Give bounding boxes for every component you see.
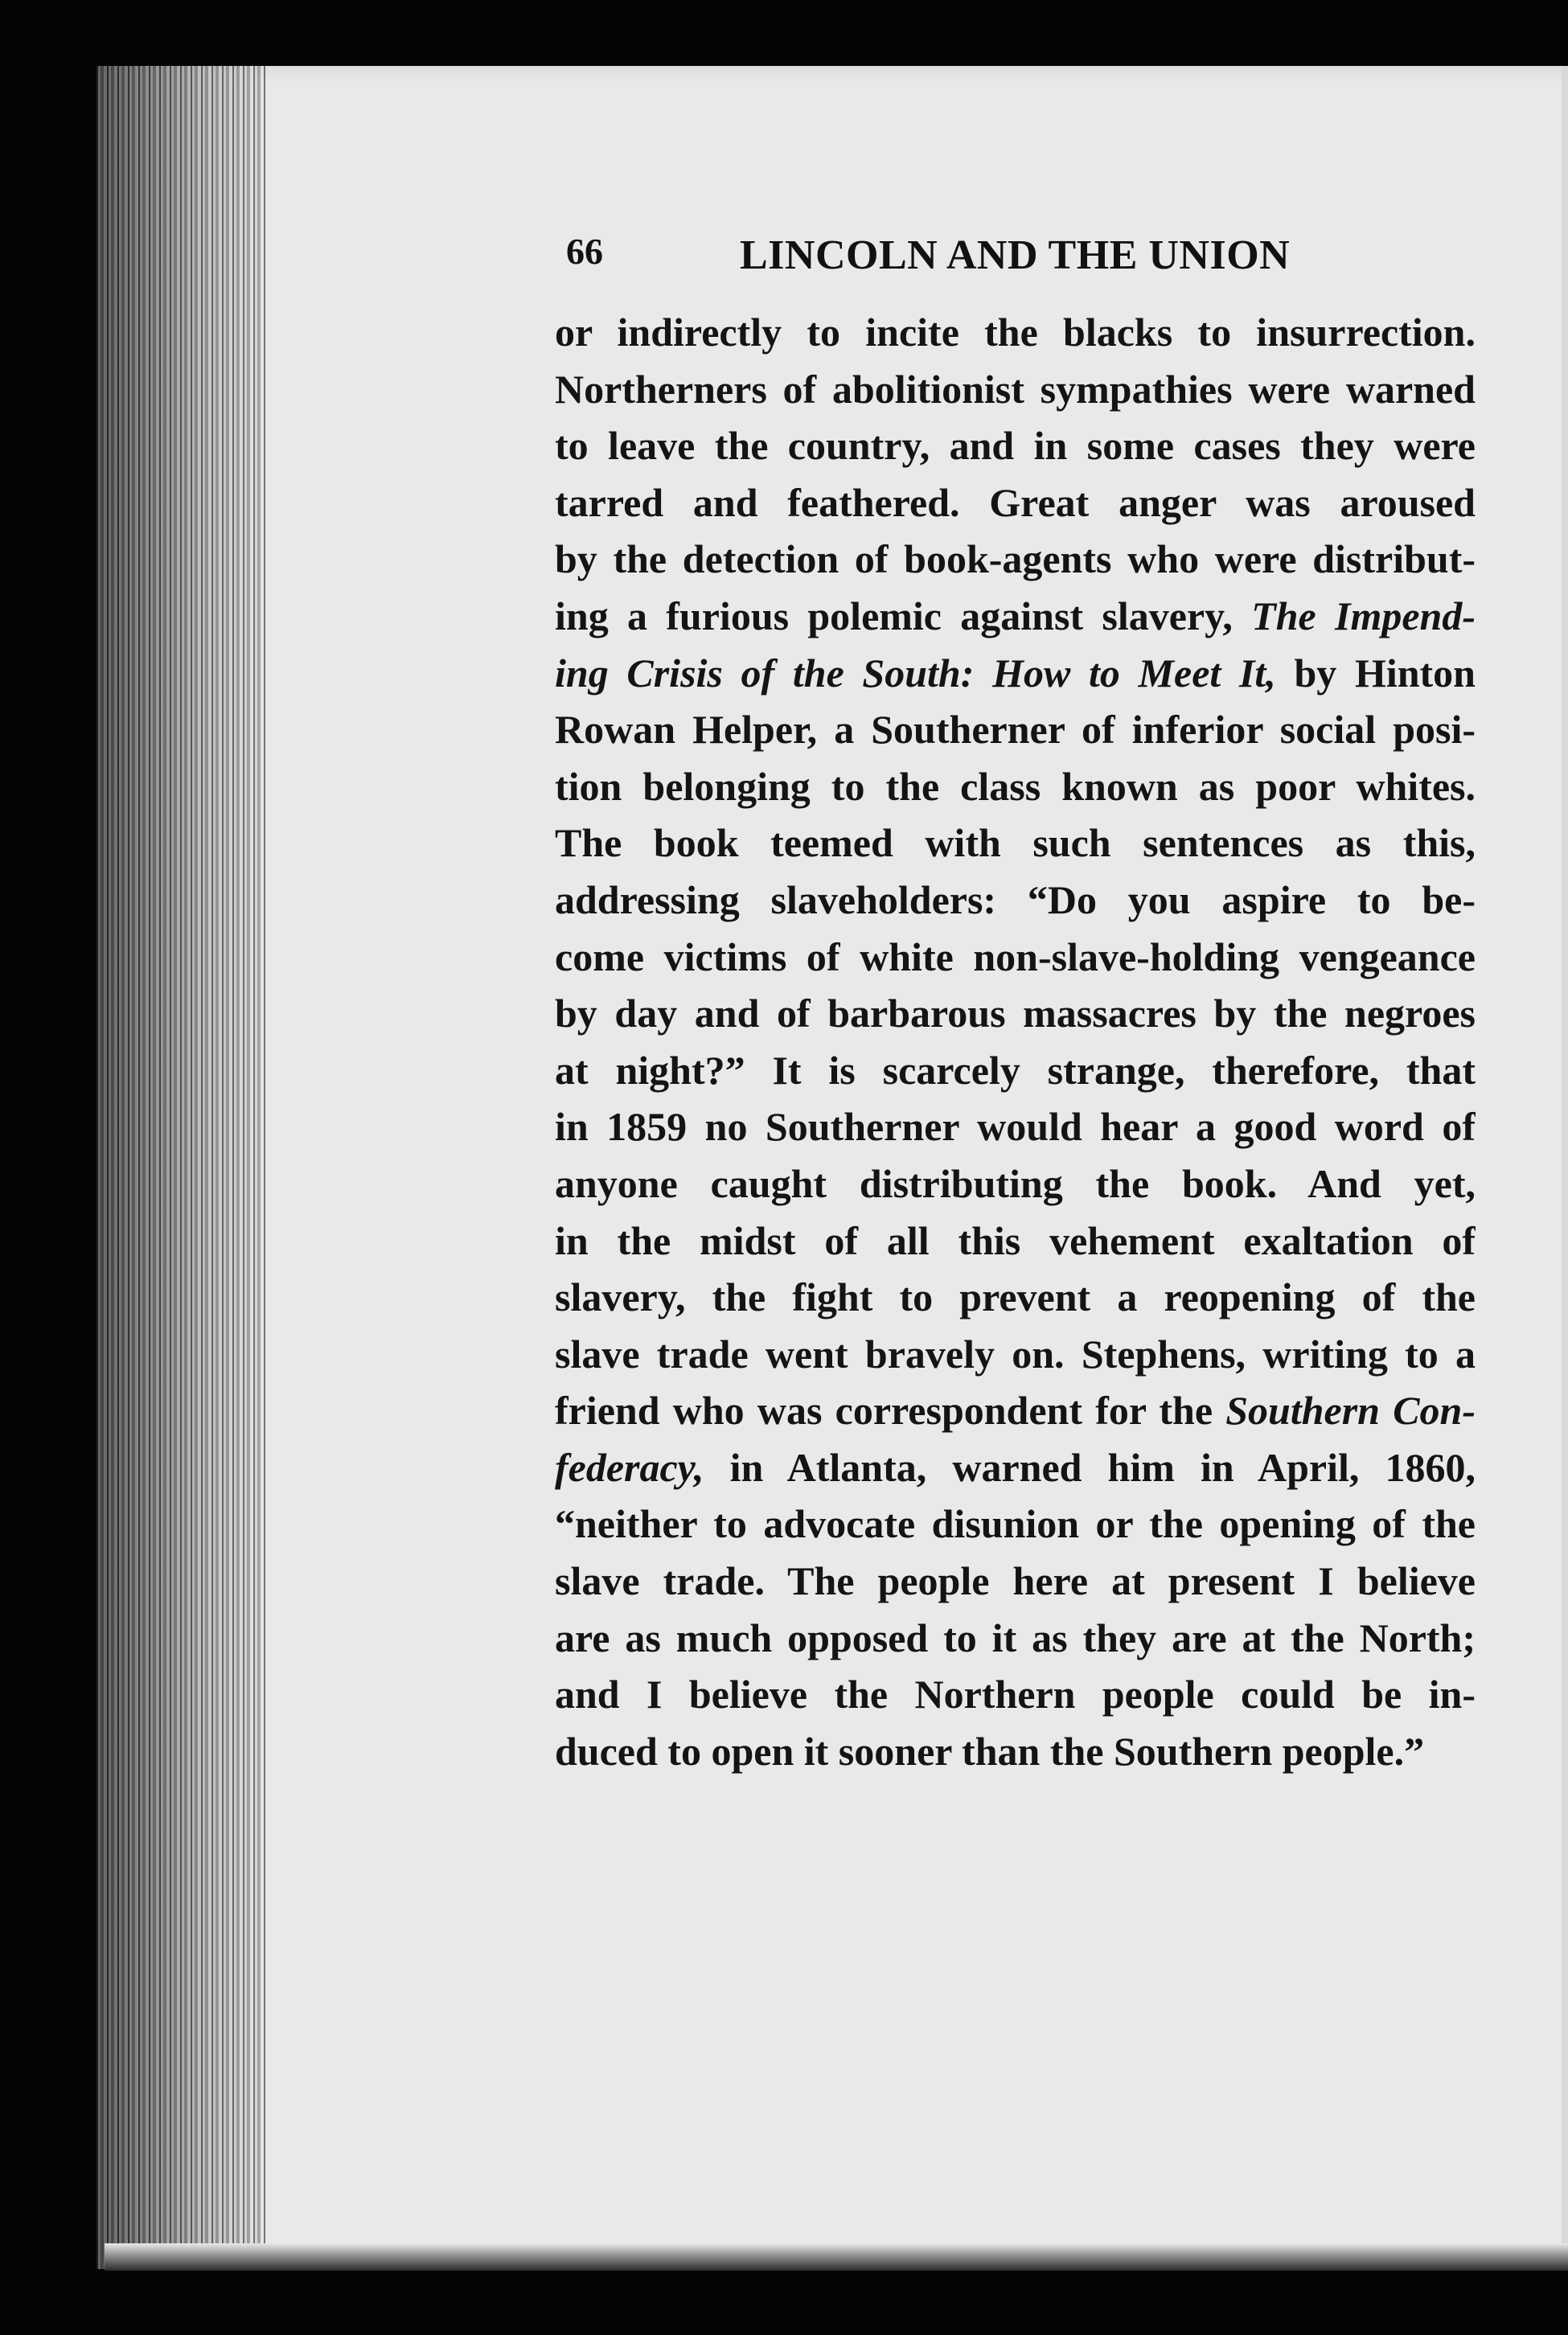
text-segment: anyone caught distributing the book. And yet,	[555, 1160, 1476, 1206]
text-segment: and I believe the Northern people could be in-	[555, 1672, 1476, 1717]
text-segment: slave trade. The people here at present I believe	[555, 1558, 1476, 1604]
text-line	[555, 701, 1476, 758]
text-line	[555, 1666, 1476, 1723]
page-edge-bottom	[105, 2243, 1568, 2271]
text-segment: friend who was correspondent for the	[555, 1388, 1226, 1434]
binding-gutter	[96, 66, 265, 2269]
text-segment: in the midst of all this vehement exaltation of	[555, 1217, 1476, 1263]
text-segment: ing a furious polemic against slavery,	[555, 593, 1252, 638]
text-line	[555, 815, 1476, 872]
text-line	[555, 645, 1476, 702]
italic-text: ing Crisis of the South: How to Meet It,	[555, 650, 1276, 696]
text-segment: addressing slaveholders: “Do you aspire to be-	[555, 876, 1476, 922]
text-segment: or indirectly to incite the blacks to insurrection.	[555, 310, 1476, 355]
text-line	[555, 758, 1476, 815]
text-line	[555, 929, 1476, 986]
italic-text: federacy,	[555, 1444, 704, 1490]
running-head-title: LINCOLN AND THE UNION	[740, 232, 1291, 278]
text-segment: Rowan Helper, a Southerner of inferior social posi-	[555, 707, 1476, 753]
text-line	[555, 1610, 1476, 1667]
text-segment: slavery, the fight to prevent a reopening of the	[555, 1274, 1476, 1320]
text-line	[555, 1496, 1476, 1553]
text-line	[555, 1382, 1476, 1439]
text-line	[555, 531, 1476, 588]
text-line	[555, 1098, 1476, 1155]
text-line	[555, 872, 1476, 929]
text-line	[555, 417, 1476, 474]
text-segment: The book teemed with such sentences as this,	[555, 820, 1476, 866]
text-line	[555, 1042, 1476, 1099]
text-segment: Northerners of abolitionist sympathies were warned	[555, 366, 1476, 412]
text-segment: come victims of white non-slave-holding vengeance	[555, 934, 1476, 979]
text-line	[555, 985, 1476, 1042]
body-text	[555, 304, 1476, 1779]
italic-text: Southern Con-	[1225, 1388, 1476, 1434]
text-line	[555, 1326, 1476, 1383]
text-segment: duced to open it sooner than the Southern people.”	[555, 1728, 1425, 1774]
text-segment: tarred and feathered. Great anger was aroused	[555, 479, 1476, 525]
text-segment: in 1859 no Southerner would hear a good word of	[555, 1104, 1476, 1150]
text-line	[555, 1155, 1476, 1213]
text-line	[555, 1723, 1476, 1780]
text-line	[555, 1553, 1476, 1610]
italic-text: The Impend-	[1251, 593, 1476, 638]
text-line	[555, 1269, 1476, 1326]
text-segment: by the detection of book-agents who were distribut-	[555, 536, 1476, 582]
page-edge-right	[1562, 66, 1568, 2269]
text-line	[555, 588, 1476, 645]
text-segment: slave trade went bravely on. Stephens, writing to a	[555, 1331, 1476, 1377]
text-segment: at night?” It is scarcely strange, therefore, that	[555, 1047, 1476, 1093]
text-segment: to leave the country, and in some cases they were	[555, 423, 1476, 469]
text-line	[555, 1213, 1476, 1270]
text-line	[555, 474, 1476, 531]
page-number: 66	[566, 231, 603, 272]
text-line	[555, 1439, 1476, 1496]
text-segment: in Atlanta, warned him in April, 1860,	[704, 1444, 1476, 1490]
text-segment: by day and of barbarous massacres by the negroes	[555, 991, 1476, 1036]
text-segment: by Hinton	[1275, 650, 1476, 696]
text-segment: “neither to advocate disunion or the opening of the	[555, 1501, 1476, 1547]
text-line	[555, 361, 1476, 418]
text-line	[555, 304, 1476, 361]
text-segment: are as much opposed to it as they are at the North;	[555, 1615, 1476, 1660]
text-segment: tion belonging to the class known as poor whites.	[555, 763, 1476, 809]
